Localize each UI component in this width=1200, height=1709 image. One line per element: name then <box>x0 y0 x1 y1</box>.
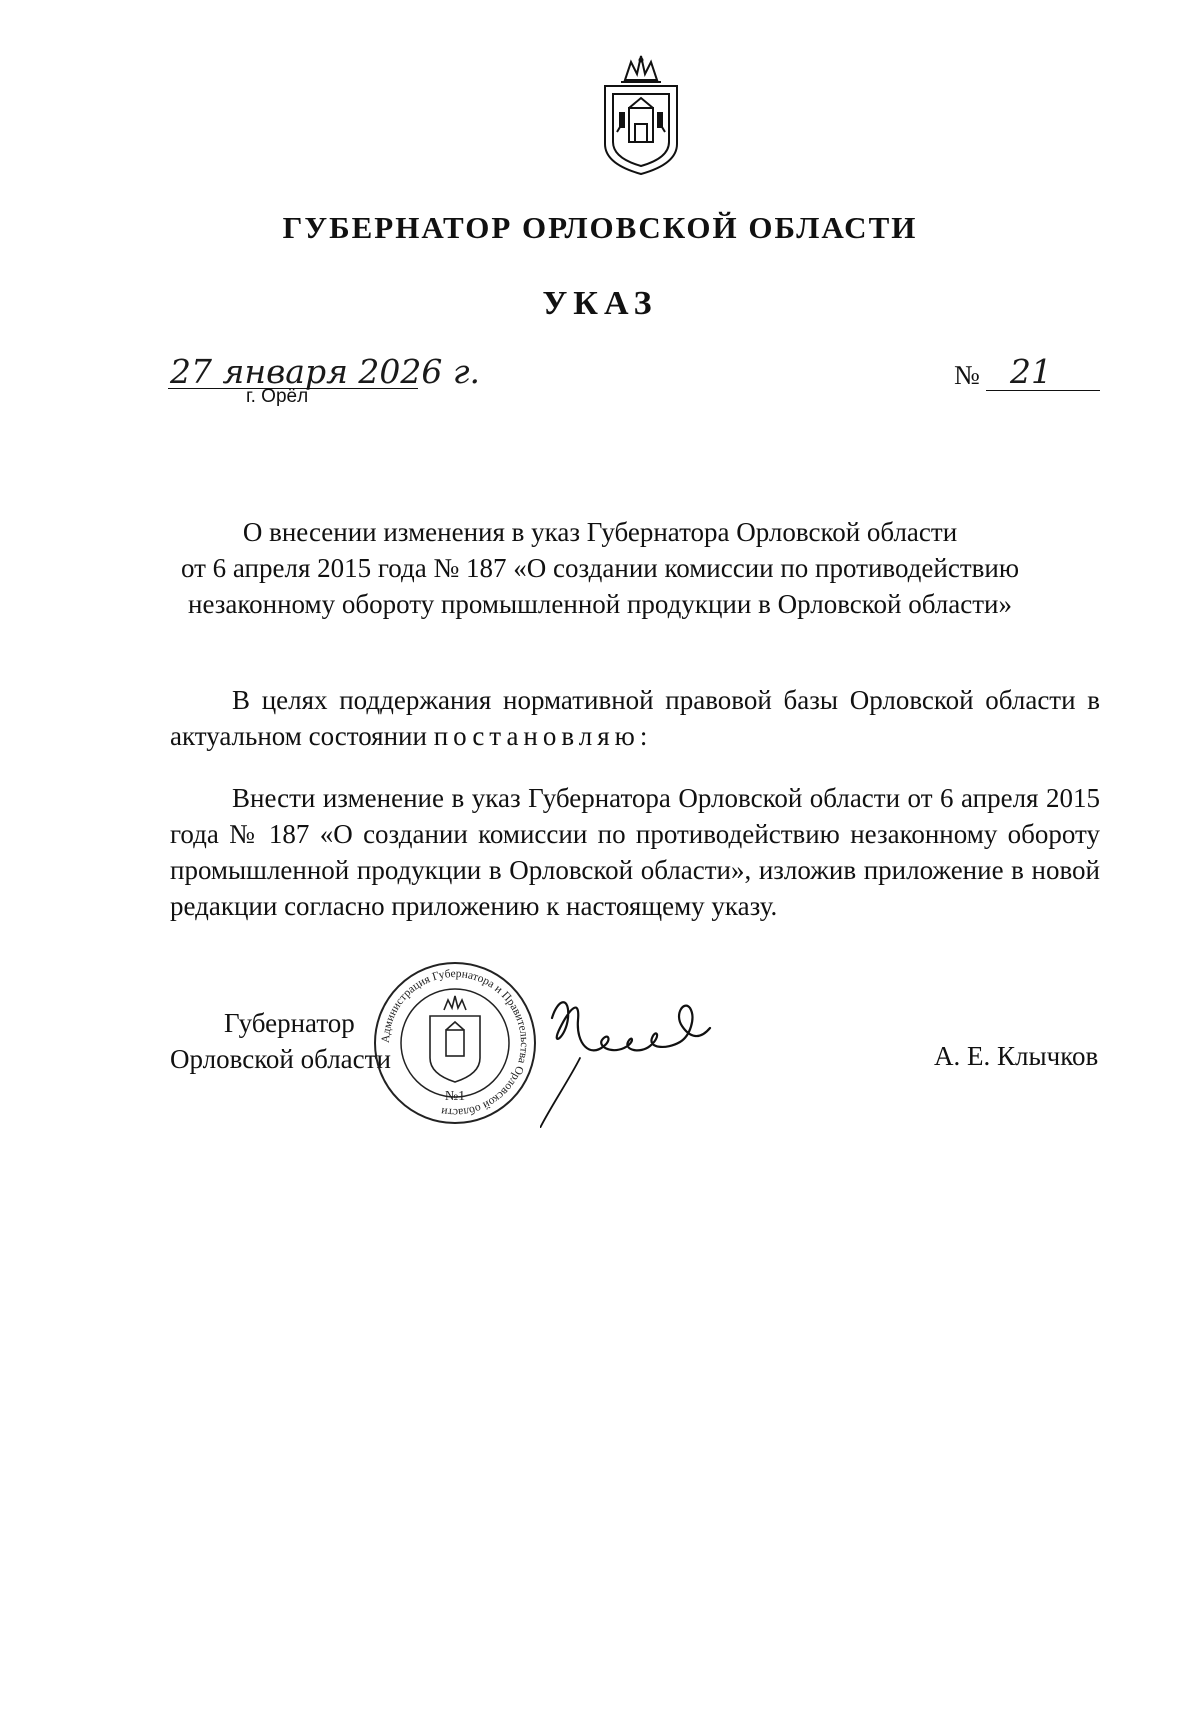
position-line: Губернатор <box>224 1008 355 1038</box>
title-line: незаконному обороту промышленной продукции в Орловской области» <box>188 589 1012 619</box>
seal-ring-text: Администрация Губернатора и Правительства Орловской области <box>379 967 531 1119</box>
decree-keyword: постановляю <box>433 721 640 751</box>
handwritten-signature-icon <box>540 988 730 1128</box>
seal-number: №1 <box>444 1089 466 1104</box>
preamble-text: В целях поддержания нормативной правовой базы Орловской области в актуальном состоянии <box>170 685 1100 751</box>
signatory-position <box>170 1005 391 1077</box>
signatory-name: А. Е. Клычков <box>934 1041 1099 1071</box>
preamble-colon: : <box>639 721 648 751</box>
title-line: О внесении изменения в указ Губернатора Орловской области <box>242 517 958 547</box>
coat-of-arms-icon <box>595 52 687 178</box>
number-underline <box>986 390 1100 391</box>
document-date: 27 января 2026 г. <box>170 352 481 391</box>
position-line: Орловской области <box>170 1044 391 1074</box>
document-title <box>130 514 1070 622</box>
official-seal-icon <box>372 960 538 1126</box>
number-label: № <box>954 360 980 390</box>
issuing-authority: ГУБЕРНАТОР ОРЛОВСКОЙ ОБЛАСТИ <box>282 210 918 245</box>
document-number: 21 <box>1010 352 1052 391</box>
document-type: УКАЗ <box>542 285 658 322</box>
title-line: от 6 апреля 2015 года № 187 «О создании комиссии по противодействию <box>180 553 1019 583</box>
city-label: г. Орёл <box>246 386 309 407</box>
decree-paragraph: Внести изменение в указ Губернатора Орловской области от 6 апреля 2015 года № 187 «О создании комиссии по противодействию незаконному обороту промышленной продукции в Орловской области», изложив приложение в новой редакции согласно приложению к настоящему указу. <box>170 783 1100 921</box>
preamble-paragraph <box>170 682 1100 754</box>
